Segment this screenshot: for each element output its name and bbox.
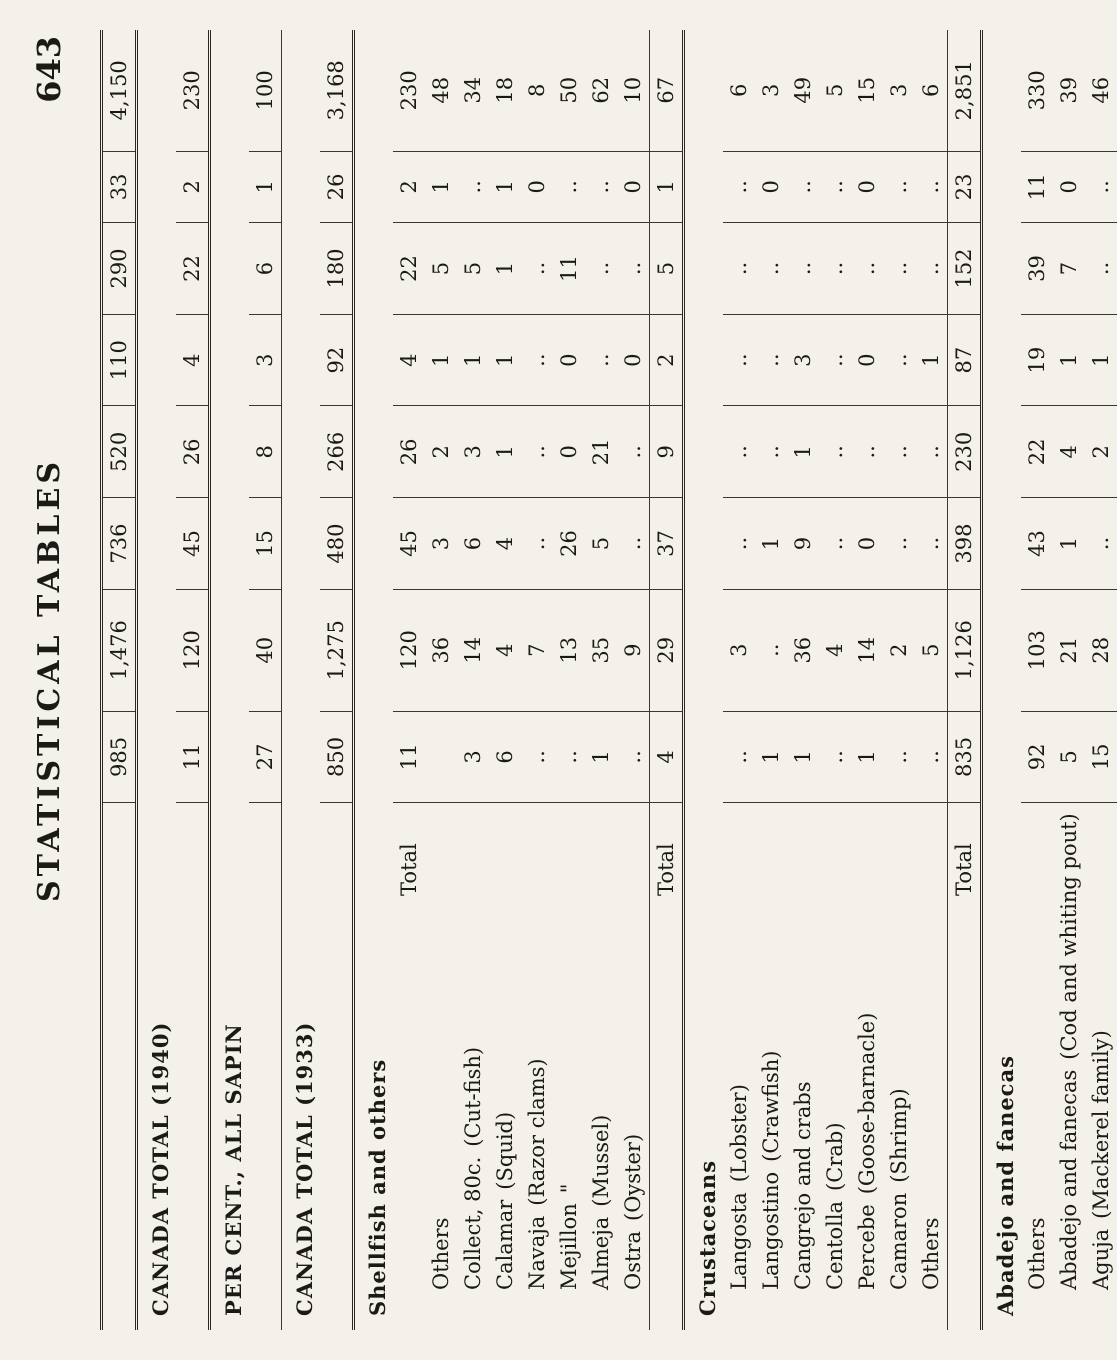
table-cell: 1 (1053, 498, 1085, 590)
table-cell: 14 (457, 589, 489, 711)
table-cell: 43 (1021, 498, 1053, 590)
row-label-sub: (Crab) (823, 1122, 847, 1191)
statistics-table (100, 30, 1117, 1330)
table-cell: 1 (915, 314, 948, 406)
table-cell: 1,126 (948, 589, 982, 711)
table-cell: 6 (249, 223, 282, 315)
section-title-row (282, 30, 321, 1330)
table-cell: 1 (851, 711, 883, 803)
table-cell: 11 (1021, 151, 1053, 223)
page-number: 643 (30, 36, 68, 103)
section-title: CANADA TOTAL (1940) (137, 30, 177, 1330)
table-cell: .. (819, 711, 851, 803)
table-cell: 2 (425, 406, 457, 498)
row-label (915, 803, 948, 1330)
table-cell: 40 (249, 589, 282, 711)
table-cell: 398 (948, 498, 982, 590)
table-cell: 33 (102, 151, 137, 223)
row-label-sub: (Cod and whiting pout) (1057, 813, 1081, 1060)
row-label (1021, 803, 1053, 1330)
table-cell: 0 (851, 314, 883, 406)
row-label (723, 803, 755, 1330)
table-cell: 835 (948, 711, 982, 803)
table-cell: 3 (425, 498, 457, 590)
table-cell: 4 (176, 314, 210, 406)
row-label-text: Ostra (621, 1231, 645, 1290)
row-label (393, 803, 425, 1330)
table-cell: 37 (650, 498, 684, 590)
table-cell: 0 (851, 498, 883, 590)
row-label (787, 803, 819, 1330)
row-label (851, 803, 883, 1330)
table-cell: .. (883, 314, 915, 406)
row-label (755, 803, 787, 1330)
table-cell: 4 (819, 589, 851, 711)
table-row (723, 30, 755, 1330)
row-label (489, 803, 521, 1330)
row-label (819, 803, 851, 1330)
table-cell: 290 (102, 223, 137, 315)
table-cell: 5 (457, 223, 489, 315)
table-cell: 1,476 (102, 589, 137, 711)
table-cell: .. (755, 314, 787, 406)
table-cell: .. (723, 314, 755, 406)
table-cell: 0 (617, 314, 650, 406)
row-label (650, 803, 684, 1330)
table-cell: .. (617, 406, 650, 498)
row-label-text: Camaron (887, 1192, 911, 1290)
page-header (20, 0, 80, 1360)
table-row (521, 30, 553, 1330)
table-cell: .. (787, 151, 819, 223)
row-label (102, 803, 137, 1330)
row-label-sub: " (557, 1183, 581, 1194)
table-row (585, 30, 617, 1330)
section-title: Shellfish and others (354, 30, 394, 1330)
section-title: Crustaceans (684, 30, 724, 1330)
row-label-text: Langosta (727, 1192, 751, 1290)
statistics-table-body (102, 30, 1117, 1330)
table-cell: .. (883, 498, 915, 590)
row-label-sub: (Lobster) (727, 1084, 751, 1183)
table-row (883, 30, 915, 1330)
table-cell: .. (1085, 151, 1117, 223)
table-cell: .. (883, 406, 915, 498)
row-label-text: Mejillon (557, 1203, 581, 1290)
table-cell: 0 (1053, 151, 1085, 223)
table-cell: 14 (851, 589, 883, 711)
row-label (553, 803, 585, 1330)
row-label-text: Almeja (589, 1216, 613, 1290)
table-cell: .. (585, 223, 617, 315)
table-cell: 1 (489, 406, 521, 498)
table-cell: .. (553, 151, 585, 223)
table-cell: 29 (650, 589, 684, 711)
table-cell: .. (915, 498, 948, 590)
row-label-text: Total (397, 843, 421, 896)
table-cell: 103 (1021, 589, 1053, 711)
table-cell: 4,150 (102, 30, 137, 151)
table-cell: 22 (176, 223, 210, 315)
row-label (176, 803, 210, 1330)
row-label-text: Total (654, 843, 678, 896)
section-title-row (354, 30, 394, 1330)
table-cell: 26 (320, 151, 354, 223)
table-cell: 3 (787, 314, 819, 406)
table-cell: 11 (393, 711, 425, 803)
table-cell: 1 (489, 151, 521, 223)
table-cell: 15 (1085, 711, 1117, 803)
table-cell: .. (915, 223, 948, 315)
table-cell: .. (617, 223, 650, 315)
table-cell: 1 (489, 314, 521, 406)
table-cell: 45 (176, 498, 210, 590)
table-cell: .. (1085, 498, 1117, 590)
row-label (521, 803, 553, 1330)
row-label-sub: (Razor clams) (525, 1058, 549, 1206)
table-cell: .. (1085, 223, 1117, 315)
table-cell: 5 (425, 223, 457, 315)
table-cell: 5 (585, 498, 617, 590)
table-cell: 2 (393, 151, 425, 223)
table-cell: 230 (393, 30, 425, 151)
table-cell: 36 (787, 589, 819, 711)
table-cell: 21 (1053, 589, 1085, 711)
table-cell: 26 (176, 406, 210, 498)
table-cell: 36 (425, 589, 457, 711)
row-label-sub: (Oyster) (621, 1133, 645, 1221)
row-label (1053, 803, 1085, 1330)
table-row (819, 30, 851, 1330)
table-cell: 5 (1053, 711, 1085, 803)
table-cell: 1 (425, 151, 457, 223)
table-cell: 6 (723, 30, 755, 151)
table-cell: 4 (393, 314, 425, 406)
table-cell: .. (819, 151, 851, 223)
table-cell: 110 (102, 314, 137, 406)
table-cell: .. (521, 406, 553, 498)
row-label-text: Percebe (855, 1204, 879, 1290)
table-cell: 2 (650, 314, 684, 406)
table-cell: 230 (948, 406, 982, 498)
table-cell: 9 (617, 589, 650, 711)
table-cell: 0 (851, 151, 883, 223)
row-label-sub: (Mussel) (589, 1114, 613, 1207)
table-cell: 5 (819, 30, 851, 151)
table-row (617, 30, 650, 1330)
table-cell: .. (521, 223, 553, 315)
table-cell: .. (915, 151, 948, 223)
table-cell: 5 (650, 223, 684, 315)
table-row (787, 30, 819, 1330)
table-cell: 1 (457, 314, 489, 406)
table-cell: .. (585, 151, 617, 223)
table-cell: .. (585, 314, 617, 406)
table-cell: 1 (787, 711, 819, 803)
table-cell: .. (819, 406, 851, 498)
table-row (851, 30, 883, 1330)
table-cell: .. (883, 223, 915, 315)
row-label-text: Total (952, 843, 976, 896)
table-cell: 8 (521, 30, 553, 151)
table-cell: 152 (948, 223, 982, 315)
row-label-sub: (Shrimp) (887, 1088, 911, 1183)
table-cell: 28 (1085, 589, 1117, 711)
table-cell: 87 (948, 314, 982, 406)
table-cell: .. (723, 498, 755, 590)
table-row (176, 30, 210, 1330)
table-cell: 4 (1053, 406, 1085, 498)
table-cell: .. (723, 151, 755, 223)
table-cell: 120 (393, 589, 425, 711)
table-cell: .. (851, 406, 883, 498)
table-cell: 39 (1053, 30, 1085, 151)
table-cell: 985 (102, 711, 137, 803)
row-label-text: Calamar (493, 1199, 517, 1290)
table-cell: 1 (425, 314, 457, 406)
table-cell: 19 (1021, 314, 1053, 406)
row-label (948, 803, 982, 1330)
table-cell: 1 (489, 223, 521, 315)
table-cell: .. (521, 711, 553, 803)
table-cell: 2 (176, 151, 210, 223)
table-cell: 50 (553, 30, 585, 151)
row-label-text: Centolla (823, 1200, 847, 1290)
table-cell: 27 (249, 711, 282, 803)
table-cell: 1 (1085, 314, 1117, 406)
table-cell: 480 (320, 498, 354, 590)
table-row (393, 30, 425, 1330)
table-cell: 5 (915, 589, 948, 711)
table-cell: .. (787, 223, 819, 315)
table-cell: 15 (249, 498, 282, 590)
table-cell: 45 (393, 498, 425, 590)
row-label (457, 803, 489, 1330)
table-cell: 7 (521, 589, 553, 711)
table-cell: 22 (393, 223, 425, 315)
row-label (585, 803, 617, 1330)
table-cell: 26 (553, 498, 585, 590)
table-cell: 9 (787, 498, 819, 590)
table-cell: .. (819, 498, 851, 590)
table-cell: 2,851 (948, 30, 982, 151)
table-cell: .. (755, 406, 787, 498)
table-cell: 4 (489, 589, 521, 711)
table-cell: .. (521, 498, 553, 590)
table-cell: 330 (1021, 30, 1053, 151)
table-cell: 0 (553, 406, 585, 498)
table-cell: .. (883, 151, 915, 223)
table-cell: 13 (553, 589, 585, 711)
table-row (650, 30, 684, 1330)
row-label-text: Others (919, 1217, 943, 1290)
table-cell: .. (521, 314, 553, 406)
table-cell: 100 (249, 30, 282, 151)
row-label-text: Aguja (1089, 1228, 1113, 1290)
table-row (457, 30, 489, 1330)
table-cell: 1 (787, 406, 819, 498)
row-label (1085, 803, 1117, 1330)
table-cell: 1 (585, 711, 617, 803)
table-row (1085, 30, 1117, 1330)
table-cell: 2 (883, 589, 915, 711)
table-cell: .. (915, 406, 948, 498)
table-cell: 48 (425, 30, 457, 151)
section-title-row (982, 30, 1022, 1330)
section-title: CANADA TOTAL (1933) (282, 30, 321, 1330)
table-cell: .. (723, 223, 755, 315)
row-label-sub: (Squid) (493, 1111, 517, 1190)
table-cell: 9 (650, 406, 684, 498)
table-cell: 39 (1021, 223, 1053, 315)
table-cell: 4 (650, 711, 684, 803)
table-cell: 3,168 (320, 30, 354, 151)
table-cell: .. (723, 406, 755, 498)
table-cell: 0 (617, 151, 650, 223)
table-cell: 180 (320, 223, 354, 315)
table-cell: 850 (320, 711, 354, 803)
table-cell: 92 (1021, 711, 1053, 803)
table-cell: 6 (457, 498, 489, 590)
table-cell: 3 (883, 30, 915, 151)
table-cell: 6 (915, 30, 948, 151)
table-cell: 1 (755, 711, 787, 803)
table-cell: 26 (393, 406, 425, 498)
table-cell: .. (819, 314, 851, 406)
section-title-row (210, 30, 250, 1330)
table-cell: .. (851, 223, 883, 315)
table-cell: 46 (1085, 30, 1117, 151)
table-cell: 6 (489, 711, 521, 803)
table-cell: 18 (489, 30, 521, 151)
table-cell: 520 (102, 406, 137, 498)
section-title-row (137, 30, 177, 1330)
row-label-sub: (Cut-fish) (461, 1046, 485, 1147)
table-cell: 4 (489, 498, 521, 590)
table-cell: 3 (249, 314, 282, 406)
row-label-text: Cangrejo and crabs (791, 1081, 815, 1290)
row-label (883, 803, 915, 1330)
table-cell: .. (617, 711, 650, 803)
table-cell: 15 (851, 30, 883, 151)
table-cell: 34 (457, 30, 489, 151)
table-cell: 21 (585, 406, 617, 498)
table-cell: 3 (457, 711, 489, 803)
table-cell: 3 (755, 30, 787, 151)
table-row (249, 30, 282, 1330)
table-cell: 1 (249, 151, 282, 223)
table-cell: .. (617, 498, 650, 590)
row-label-sub: (Goose-barnacle) (855, 1012, 879, 1195)
table-row (948, 30, 982, 1330)
row-label-text: Abadejo and fanecas (1057, 1069, 1081, 1290)
table-cell: 22 (1021, 406, 1053, 498)
table-cell: 2 (1085, 406, 1117, 498)
table-cell: .. (755, 223, 787, 315)
table-cell: 1,275 (320, 589, 354, 711)
table-row (1053, 30, 1085, 1330)
table-cell: 1 (650, 151, 684, 223)
table-cell: 736 (102, 498, 137, 590)
table-cell: 10 (617, 30, 650, 151)
row-label-text: Others (429, 1217, 453, 1290)
table-cell: 23 (948, 151, 982, 223)
table-cell: 67 (650, 30, 684, 151)
row-label-text: Others (1025, 1217, 1049, 1290)
table-cell: 0 (553, 314, 585, 406)
table-row (425, 30, 457, 1330)
table-row (320, 30, 354, 1330)
table-cell: 3 (457, 406, 489, 498)
row-label-text: Langostino (759, 1171, 783, 1290)
row-label (249, 803, 282, 1330)
table-cell: 0 (755, 151, 787, 223)
row-label (425, 803, 457, 1330)
table-cell: 62 (585, 30, 617, 151)
row-label (320, 803, 354, 1330)
table-cell: .. (723, 711, 755, 803)
row-label-sub: (Mackerel family) (1089, 1030, 1113, 1219)
table-cell: 49 (787, 30, 819, 151)
table-cell: 35 (585, 589, 617, 711)
table-cell: 11 (176, 711, 210, 803)
running-title: STATISTICAL TABLES (32, 458, 67, 902)
table-cell: 11 (553, 223, 585, 315)
table-cell: 7 (1053, 223, 1085, 315)
section-title-row (684, 30, 724, 1330)
section-title: Abadejo and fanecas (982, 30, 1022, 1330)
table-cell (425, 711, 457, 803)
table-row (1021, 30, 1053, 1330)
table-cell: .. (883, 711, 915, 803)
table-cell: .. (819, 223, 851, 315)
table-cell: 1 (1053, 314, 1085, 406)
table-row (755, 30, 787, 1330)
table-cell: 8 (249, 406, 282, 498)
table-cell: .. (755, 589, 787, 711)
table-cell: 120 (176, 589, 210, 711)
row-label-sub: (Crawfish) (759, 1050, 783, 1162)
table-cell: 230 (176, 30, 210, 151)
row-label-text: Collect, 80c. (461, 1156, 485, 1290)
table-row (102, 30, 137, 1330)
row-label (617, 803, 650, 1330)
table-row (915, 30, 948, 1330)
section-title: PER CENT., ALL SAPIN (210, 30, 250, 1330)
table-row (553, 30, 585, 1330)
table-cell: 1 (755, 498, 787, 590)
table-cell: 92 (320, 314, 354, 406)
table-cell: 0 (521, 151, 553, 223)
table-cell: .. (553, 711, 585, 803)
table-row (489, 30, 521, 1330)
row-label-text: Navaja (525, 1215, 549, 1290)
table-cell: .. (915, 711, 948, 803)
table-cell: .. (457, 151, 489, 223)
table-cell: 266 (320, 406, 354, 498)
table-cell: 3 (723, 589, 755, 711)
